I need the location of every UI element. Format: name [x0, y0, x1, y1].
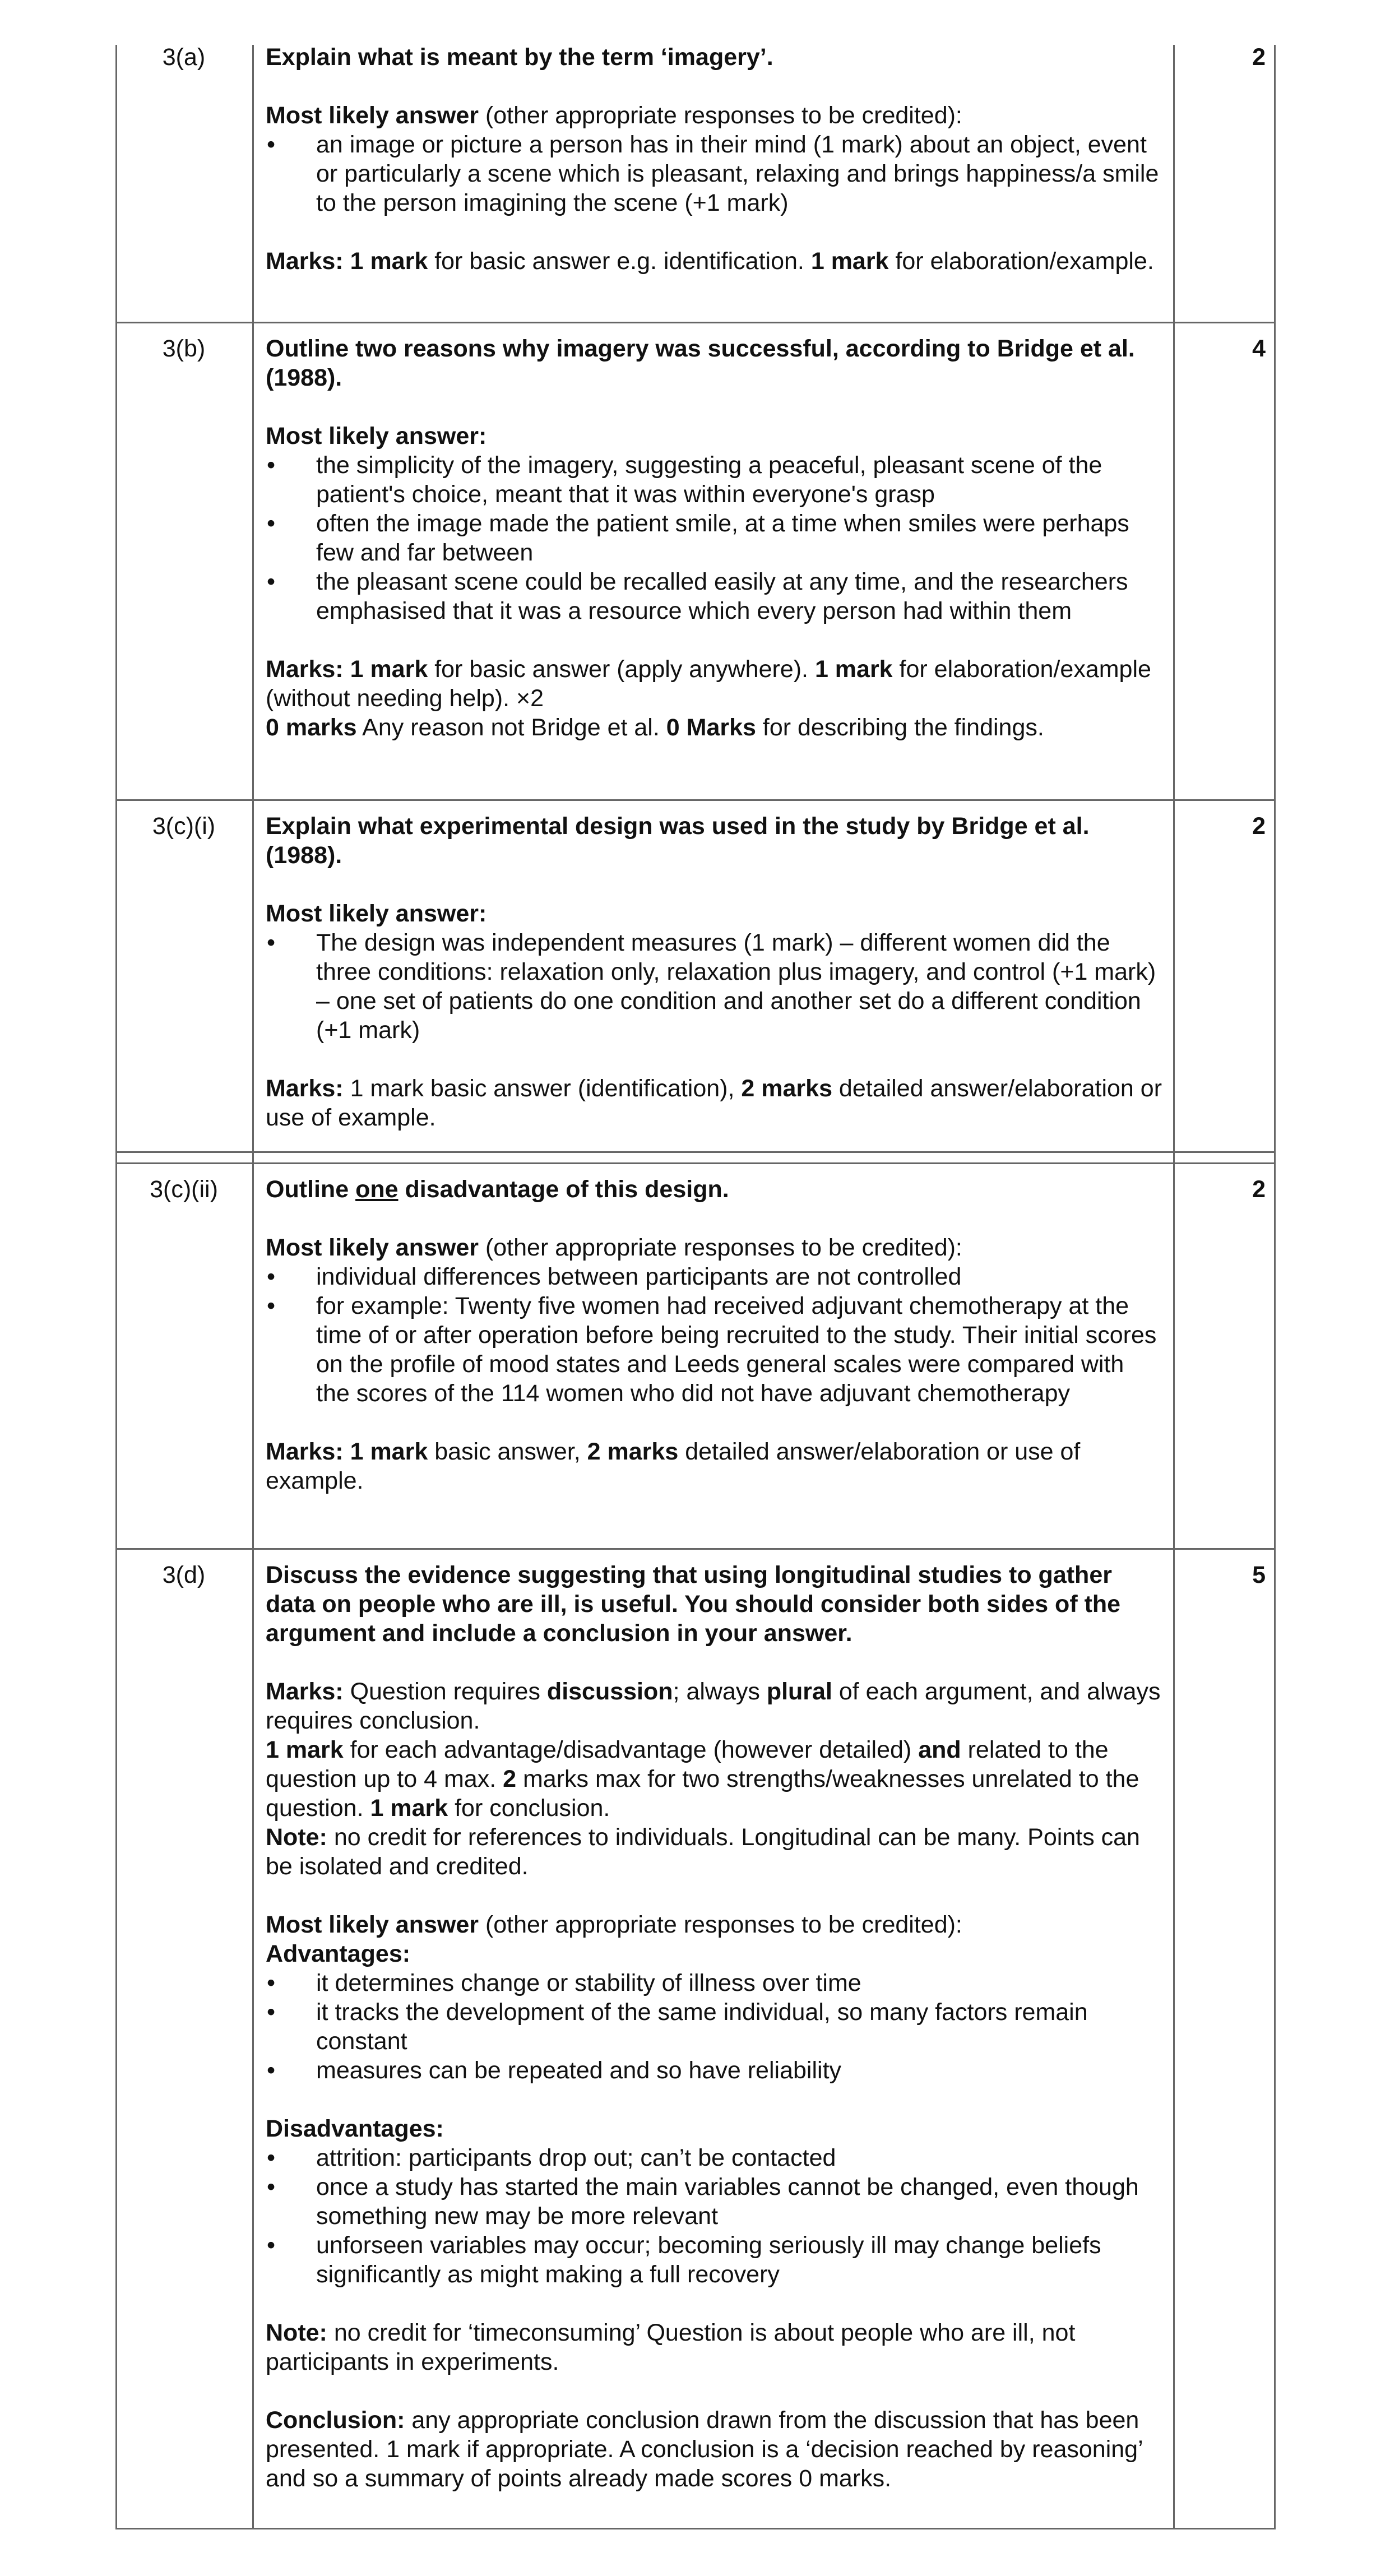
answer-cell — [266, 1175, 1162, 1495]
answer-bullets — [266, 1262, 1162, 1408]
question-text: Explain what experimental design was used in the study by Bridge et al. (1988). — [266, 813, 1090, 869]
most-likely-answer-heading: Most likely answer (other appropriate responses to be credited): — [266, 102, 962, 129]
question-number: 3(c)(i) — [152, 813, 216, 840]
advantage-bullet: • measures can be repeated and so have reliability — [266, 2056, 1162, 2085]
disadvantages-heading: Disadvantages: — [266, 2115, 444, 2142]
disadvantage-bullet: • unforseen variables may occur; becoming seriously ill may change beliefs significantly as might making a full recovery — [266, 2231, 1162, 2289]
answer-bullet: • the pleasant scene could be recalled easily at any time, and the researchers emphasised that it was a resource which every person had within them — [266, 567, 1162, 626]
question-text: Outline one disadvantage of this design. — [266, 1176, 729, 1203]
answer-bullets — [266, 928, 1162, 1045]
answer-bullets — [266, 130, 1162, 217]
most-likely-answer-heading: Most likely answer (other appropriate responses to be credited): — [266, 1911, 962, 1938]
disadvantage-bullet: • once a study has started the main variables cannot be changed, even though something new may be more relevant — [266, 2172, 1162, 2231]
row-divider — [115, 322, 1276, 323]
disadvantage-bullet: • attrition: participants drop out; can’t be contacted — [266, 2143, 1162, 2172]
marking-guidance: Marks: Question requires discussion; always plural of each argument, and always requires conclusion. — [266, 1678, 1161, 1734]
question-number: 3(a) — [162, 44, 206, 71]
question-number: 3(d) — [162, 1562, 206, 1588]
marking-guidance: Marks: 1 mark for basic answer e.g. identification. 1 mark for elaboration/example. — [266, 248, 1154, 275]
question-number: 3(c)(ii) — [150, 1176, 218, 1203]
question-text: Discuss the evidence suggesting that using longitudinal studies to gather data on people who are ill, is useful. You should consider both sides of the argument and include a conclusion in your answer. — [266, 1562, 1121, 1647]
advantages-list — [266, 1968, 1162, 2085]
answer-bullet: • often the image made the patient smile, at a time when smiles were perhaps few and far between — [266, 509, 1162, 567]
most-likely-answer-heading: Most likely answer: — [266, 900, 487, 927]
disadvantages-list — [266, 2143, 1162, 2289]
row-divider — [115, 799, 1276, 801]
answer-cell — [266, 334, 1162, 742]
question-number: 3(b) — [162, 335, 206, 362]
answer-note: Note: no credit for ‘timeconsuming’ Question is about people who are ill, not participants in experiments. — [266, 2319, 1076, 2375]
row-divider — [115, 1548, 1276, 1550]
table-border-right — [1274, 45, 1276, 2529]
question-text: Explain what is meant by the term ‘imagery’. — [266, 44, 773, 71]
row-divider — [115, 1151, 1276, 1153]
most-likely-answer-heading: Most likely answer (other appropriate responses to be credited): — [266, 1234, 962, 1261]
answer-bullet: • individual differences between participants are not controlled — [266, 1262, 1162, 1291]
answer-bullet: • the simplicity of the imagery, suggesting a peaceful, pleasant scene of the patient's choice, meant that it was within everyone's grasp — [266, 451, 1162, 509]
answer-bullet: • for example: Twenty five women had received adjuvant chemotherapy at the time of or after operation before being recruited to the study. Their initial scores on the profile of mood states and Leeds general scales were compared with the scores of the 114 women who did not have adjuvant chemotherapy — [266, 1291, 1162, 1408]
table-border-left — [115, 45, 117, 2529]
most-likely-answer-heading: Most likely answer: — [266, 423, 487, 450]
answer-bullets — [266, 451, 1162, 626]
answer-bullet: • The design was independent measures (1 mark) – different women did the three conditions: relaxation only, relaxation plus imagery, and control (+1 mark) – one set of patients do one condition and another set do a different condition (+1 mark) — [266, 928, 1162, 1045]
table-divider-marks — [1173, 45, 1175, 2529]
row-divider — [115, 1162, 1276, 1164]
answer-cell — [266, 812, 1162, 1132]
advantage-bullet: • it tracks the development of the same individual, so many factors remain constant — [266, 1998, 1162, 2056]
marking-guidance: Marks: 1 mark basic answer (identification), 2 marks detailed answer/elaboration or use of example. — [266, 1075, 1162, 1131]
table-divider-question — [252, 45, 254, 2529]
question-marks: 2 — [1252, 1176, 1266, 1203]
marking-note: Note: no credit for references to individuals. Longitudinal can be many. Points can be isolated and credited. — [266, 1824, 1140, 1880]
conclusion-guidance: Conclusion: any appropriate conclusion drawn from the discussion that has been presented. 1 mark if appropriate. A conclusion is a ‘decision reached by reasoning’ and so a summary of points already made scores 0 marks. — [266, 2407, 1143, 2492]
answer-bullet: • an image or picture a person has in their mind (1 mark) about an object, event or particularly a scene which is pleasant, relaxing and brings happiness/a smile to the person imagining the scene (+1 mark) — [266, 130, 1162, 217]
marking-guidance-zero: 0 marks Any reason not Bridge et al. 0 Marks for describing the findings. — [266, 714, 1044, 741]
marking-guidance: Marks: 1 mark for basic answer (apply anywhere). 1 mark for elaboration/example (without needing help). ×2 — [266, 656, 1151, 712]
question-text: Outline two reasons why imagery was successful, according to Bridge et al. (1988). — [266, 335, 1135, 391]
answer-cell — [266, 43, 1162, 276]
marking-guidance: Marks: 1 mark basic answer, 2 marks detailed answer/elaboration or use of example. — [266, 1438, 1081, 1494]
answer-cell — [266, 1560, 1162, 2493]
marking-guidance-detail: 1 mark for each advantage/disadvantage (however detailed) and related to the question up to 4 max. 2 marks max for two strengths/weaknesses unrelated to the question. 1 mark for conclusion. — [266, 1736, 1139, 1822]
question-marks: 5 — [1252, 1562, 1266, 1588]
question-marks: 2 — [1252, 44, 1266, 71]
table-bottom-border — [115, 2528, 1276, 2529]
question-marks: 4 — [1252, 335, 1266, 362]
advantages-heading: Advantages: — [266, 1940, 411, 1967]
question-marks: 2 — [1252, 813, 1266, 840]
advantage-bullet: • it determines change or stability of illness over time — [266, 1968, 1162, 1998]
